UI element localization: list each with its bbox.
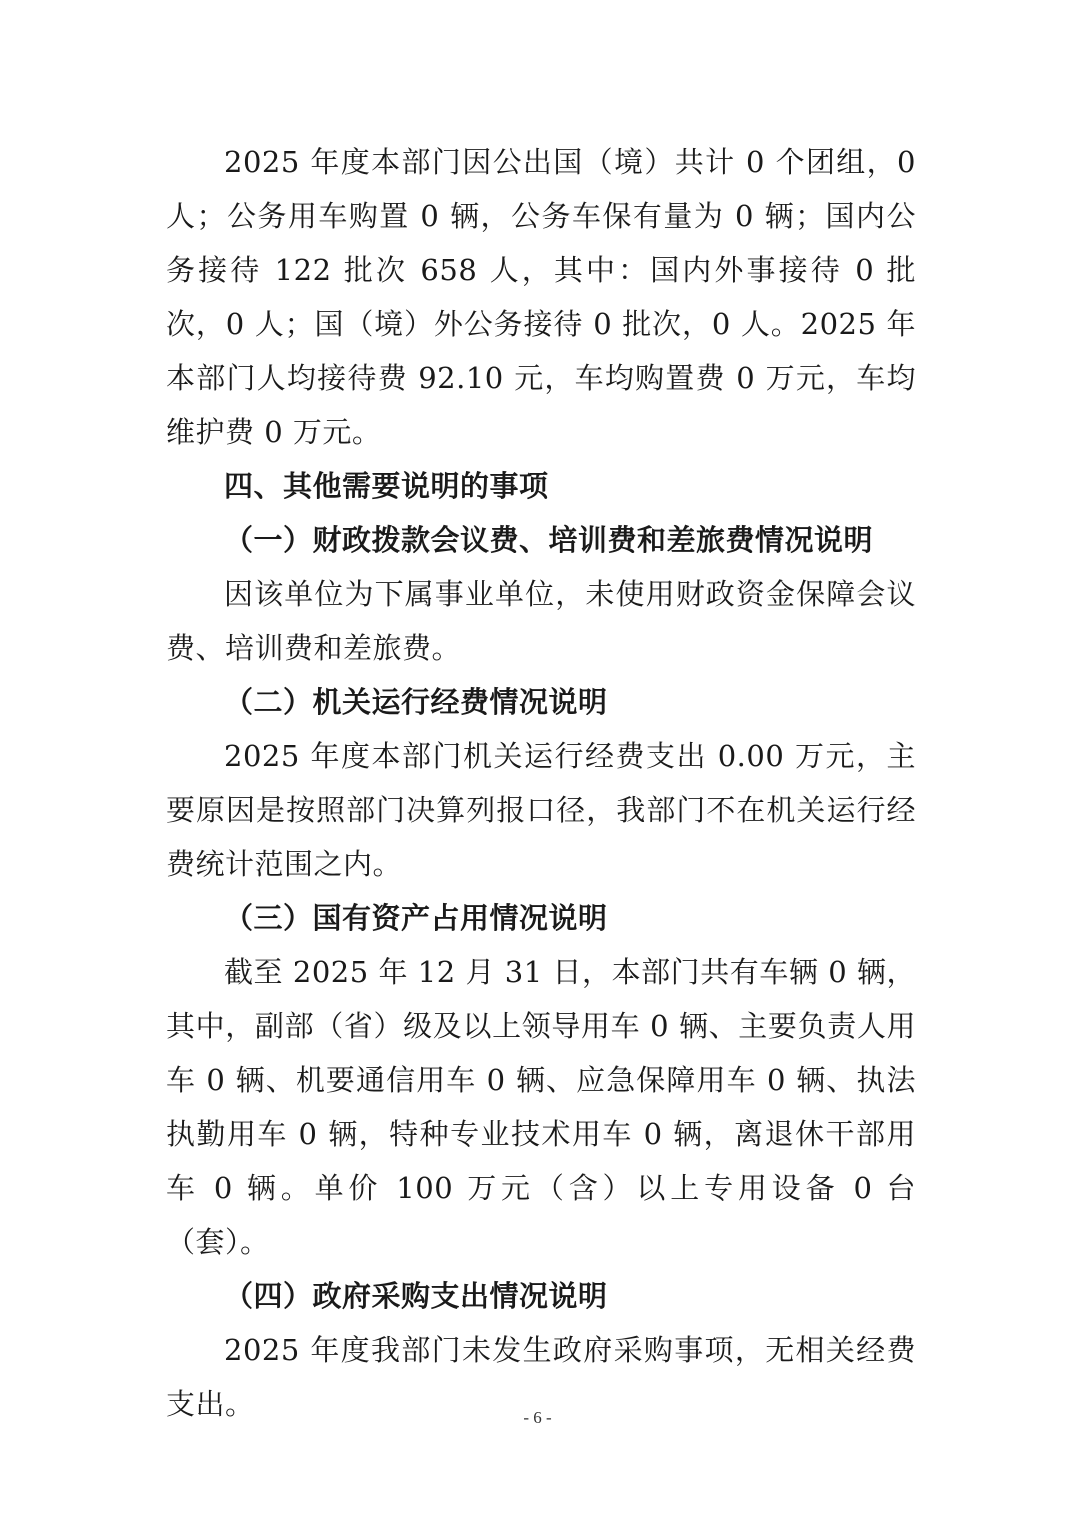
- subheading-state-assets: （三）国有资产占用情况说明: [224, 901, 608, 935]
- page-number: - 6 -: [523, 1408, 552, 1427]
- section-heading-other-matters: 四、其他需要说明的事项: [224, 469, 549, 503]
- paragraph-reception-stats: 2025 年度本部门因公出国（境）共计 0 个团组，0 人；公务用车购置 0 辆，公务车保有量为 0 辆；国内公务接待 122 批次 658 人，其中：国内外事接待 0 批次，0 人；国（境）外公务接待 0 批次，0 人。2025 年本部门人均接待费 92.10 元，车均购置费 0 万元，车均维护费 0 万元。: [166, 145, 916, 449]
- document-body: [166, 135, 916, 1431]
- subheading-government-procurement: （四）政府采购支出情况说明: [224, 1279, 608, 1313]
- paragraph-meeting-training-travel: 因该单位为下属事业单位，未使用财政资金保障会议费、培训费和差旅费。: [166, 577, 916, 665]
- subheading-operating-expenses: （二）机关运行经费情况说明: [224, 685, 608, 719]
- paragraph-operating-expenses: 2025 年度本部门机关运行经费支出 0.00 万元，主要原因是按照部门决算列报口径，我部门不在机关运行经费统计范围之内。: [166, 739, 916, 881]
- paragraph-state-assets: 截至 2025 年 12 月 31 日，本部门共有车辆 0 辆，其中，副部（省）级及以上领导用车 0 辆、主要负责人用车 0 辆、机要通信用车 0 辆、应急保障用车 0 辆、执法执勤用车 0 辆，特种专业技术用车 0 辆，离退休干部用车 0 辆。单价 100 万元（含）以上专用设备 0 台（套）。: [166, 955, 916, 1259]
- paragraph-government-procurement: 2025 年度我部门未发生政府采购事项，无相关经费支出。: [166, 1333, 916, 1421]
- subheading-meeting-training-travel: （一）财政拨款会议费、培训费和差旅费情况说明: [224, 523, 874, 557]
